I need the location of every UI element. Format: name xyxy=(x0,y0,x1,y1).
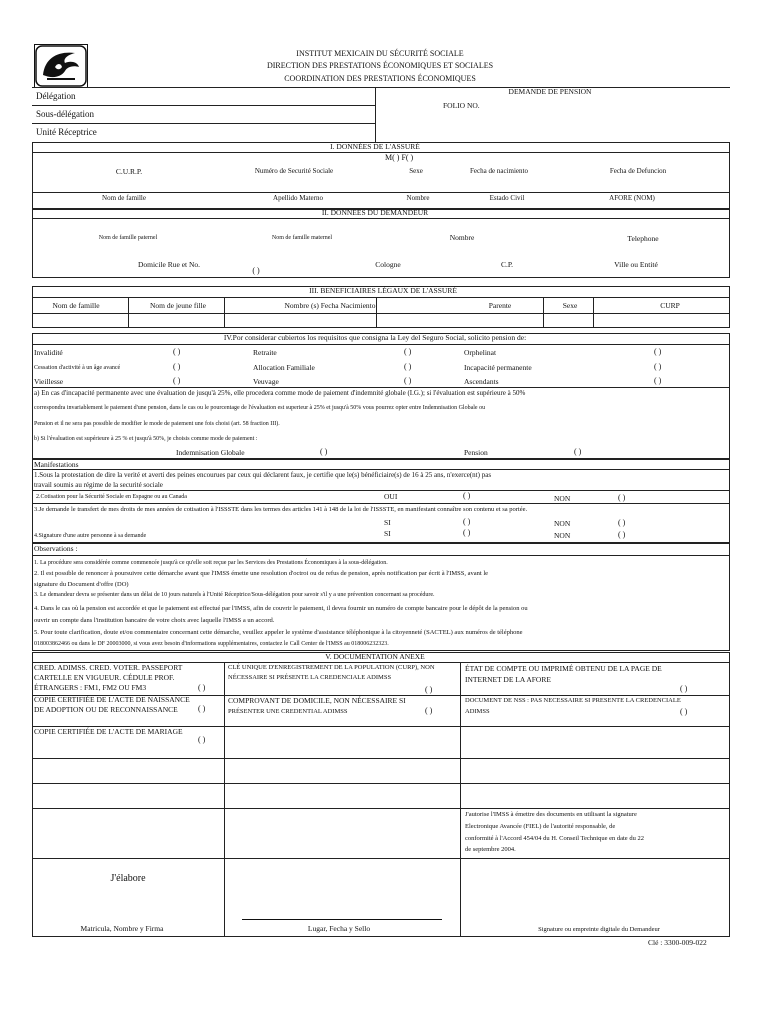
form-key-code: Clé : 3300-009-022 xyxy=(648,938,707,947)
beneficiary-relation-header: Parente xyxy=(488,301,512,310)
pension-option-check[interactable]: ( ) xyxy=(574,447,582,456)
pension-incapacite-check[interactable]: ( ) xyxy=(654,362,662,371)
doc-id-check[interactable]: ( ) xyxy=(198,683,206,692)
doc-birth-line2: DE ADOPTION OU DE RECONNAISSANCE xyxy=(34,705,178,714)
doc-birth-line1: COPIE CERTIFIÉE DE L'ACTE DE NAISSANCE xyxy=(34,695,190,704)
pension-invalidite-label: Invalidité xyxy=(34,348,63,357)
coordination-title: COORDINATION DES PRESTATIONS ÉCONOMIQUES xyxy=(284,74,476,83)
beneficiary-family-name-header: Nom de famille xyxy=(52,301,100,310)
manif-4-non-check[interactable]: ( ) xyxy=(618,530,626,539)
address-paren[interactable]: ( ) xyxy=(252,266,260,275)
lugar-fecha-sello-label: Lugar, Fecha y Sello xyxy=(307,924,371,933)
manif-4-si-label: SI xyxy=(384,529,391,538)
matricula-label: Matricula, Nombre y Firma xyxy=(80,924,164,933)
applicant-name-header: Nombre xyxy=(449,233,475,242)
fiel-auth-line2: Electronique Avancée (FIEL) de l'autorité responsable, de xyxy=(465,823,616,830)
pension-ascendants-check[interactable]: ( ) xyxy=(654,376,662,385)
doc-afore-line2: INTERNET DE LA AFORE xyxy=(465,675,551,684)
applicant-signature-label: Signature ou empreinte digitale du Demandeur xyxy=(538,926,660,933)
doc-curp-check[interactable]: ( ) xyxy=(425,685,433,694)
manif-line-3: 3.Je demande le transfert de mes droits de mes années de cotisation à l'ISSSTE dans les termes des articles 141 à 148 de la loi de l'ISSSTE, en manifestant connaître son contenu et sa portée. xyxy=(34,506,528,513)
section-iii-title: III. BENEFICIAIRES LÉGAUX DE L'ASSURÉ xyxy=(309,286,457,295)
sexe-header: Sexe xyxy=(409,167,423,175)
incapacity-note-b1: b) Si l'évaluation est supérieure à 25 % et jusqu'à 50%, je choisis comme mode de paiement : xyxy=(34,436,258,442)
doc-marriage-check[interactable]: ( ) xyxy=(198,735,206,744)
observations-title: Observations : xyxy=(34,544,78,553)
doc-curp-line2: NÉCESSAIRE SI PRÉSENTE LA CREDENCIALE ADIMSS xyxy=(228,674,392,681)
doc-curp-line1: CLÉ UNIQUE D'ENREGISTREMENT DE LA POPULATION (CURP), NON xyxy=(228,664,435,671)
lugar-signature-line xyxy=(242,919,442,920)
manif-line-2: 2.Cotisation pour la Sécurité Sociale en Espagne ou au Canada xyxy=(36,494,187,500)
indemnisation-globale-check[interactable]: ( ) xyxy=(320,447,328,456)
manif-2-oui-label: OUI xyxy=(384,492,398,501)
manif-4-si-check[interactable]: ( ) xyxy=(463,528,471,537)
doc-id-line1: CRED. ADIMSS. CRED. VOTER. PASSEPORT xyxy=(34,663,183,672)
observation-4b: ouvrir un compte dans l'institution bancaire de votre choix avec laquelle l'IMSS a un accord. xyxy=(34,617,275,624)
pension-allocation-label: Allocation Familiale xyxy=(253,363,315,372)
manif-3-non-label: NON xyxy=(554,519,571,528)
manif-2-non-check[interactable]: ( ) xyxy=(618,493,626,502)
pension-cessation-check[interactable]: ( ) xyxy=(173,362,181,371)
direction-title: DIRECTION DES PRESTATIONS ÉCONOMIQUES ET SOCIALES xyxy=(266,61,494,70)
pension-retraite-label: Retraite xyxy=(253,348,277,357)
observation-2b: signature du Document d'offre (DO) xyxy=(34,581,129,588)
death-date-header: Fecha de Defuncion xyxy=(609,167,667,175)
pension-incapacite-label: Incapacité permanente xyxy=(464,363,532,372)
manif-2-non-label: NON xyxy=(554,494,571,503)
doc-domicile-check[interactable]: ( ) xyxy=(425,706,433,715)
colony-header: Cologne xyxy=(375,260,401,269)
observation-5b: 018003862466 ou dans le DF 20003000, si vous avez besoin d'informations supplémentaires, contactez le Call Center de l'IMSS au 018006232323. xyxy=(34,641,389,647)
paternal-name-header: Nom de famille paternel xyxy=(98,235,158,241)
beneficiary-sex-header: Sexe xyxy=(562,301,578,310)
imss-logo xyxy=(34,44,88,88)
manif-3-si-check[interactable]: ( ) xyxy=(463,517,471,526)
beneficiary-curp-header: CURP xyxy=(660,301,680,310)
pension-option-label: Pension xyxy=(464,448,488,457)
observation-2: 2. Il est possible de renoncer à poursuivre cette démarche avant que l'IMSS émette une resolution d'octroi ou de refus de pension, après notification par écrit à l'IMSS, avant le xyxy=(34,570,489,577)
incapacity-note-a2: correspondra invariablement le paiement d'une pension, dans le cas ou le pourcentage de l'évaluation est superieur à 25% et jusqu'à 50% vous pourrez opter entre Indemnisation Globale ou xyxy=(34,405,486,411)
elabore-label: J'élabore xyxy=(110,873,146,884)
delegation-label: Délégation xyxy=(36,91,76,101)
manif-3-si-label: SI xyxy=(384,518,391,527)
indemnisation-globale-label: Indemnisation Globale xyxy=(176,448,245,457)
pension-allocation-check[interactable]: ( ) xyxy=(404,362,412,371)
observation-1: 1. La procédure sera considérée comme commencée jusqu'à ce qu'elle soit reçue par les Services des Prestations Économiques à la sous-délégation. xyxy=(34,560,388,566)
beneficiary-maiden-name-header: Nom de jeune fille xyxy=(149,301,207,310)
fiel-auth-line1: J'autorise l'IMSS à émettre des documents en utilisant la signature xyxy=(465,811,637,818)
doc-marriage-label: COPIE CERTIFIÉE DE L'ACTE DE MARIAGE xyxy=(34,727,183,736)
pension-orphelinat-label: Orphelinat xyxy=(464,348,497,357)
birthdate-header: Fecha de nacimiento xyxy=(470,167,528,175)
afore-header: AFORE (NOM) xyxy=(609,194,655,202)
manifestations-title: Manifestations xyxy=(34,460,79,469)
observation-3: 3. Le demandeur devra se présenter dans un délai de 10 jours naturels à l'Unité Réceptrice/Sous-délégation pour savoir s'il y a une prévention concernant sa procédure. xyxy=(34,592,435,598)
manif-line-1b: travail soumis au régime de la securité sociale xyxy=(34,481,163,489)
manif-line-4: 4.Signature d'une autre personne à sa demande xyxy=(34,533,147,539)
manif-3-non-check[interactable]: ( ) xyxy=(618,518,626,527)
pension-invalidite-check[interactable]: ( ) xyxy=(173,347,181,356)
doc-nss-check[interactable]: ( ) xyxy=(680,707,688,716)
mother-surname-header: Apellido Materno xyxy=(273,194,323,202)
curp-header: C.U.R.P. xyxy=(115,167,143,176)
doc-id-line2: CARTELLE EN VIGUEUR. CÉDULE PROF. xyxy=(34,673,175,682)
doc-nss-line2: ADIMSS xyxy=(465,708,490,715)
unite-receptrice-label: Unité Réceptrice xyxy=(36,127,97,137)
folio-label: FOLIO NO. xyxy=(443,101,480,110)
demande-pension-label: DEMANDE DE PENSION xyxy=(508,87,592,96)
telephone-header: Telephone xyxy=(627,234,659,243)
observation-5: 5. Pour toute clarification, doute et/ou commentaire concernant cette démarche, veuillez appeler le système d'assistance téléphonique à la citoyenneté (SACTEL) aux numéros de téléphone xyxy=(34,629,523,636)
manif-2-oui-check[interactable]: ( ) xyxy=(463,491,471,500)
pension-vieillesse-check[interactable]: ( ) xyxy=(173,376,181,385)
incapacity-note-a1: a) En cas d'incapacité permanente avec une évaluation de jusqu'à 25%, elle procedera comme mode de paiement d'indemnité globale (I.G.); si l'évaluation est supérieure à 50% xyxy=(34,389,526,397)
incapacity-note-a3: Pension et il ne sera pas possible de modifier le mode de paiement une fois choisi (art. 58 fraction III). xyxy=(34,421,280,427)
doc-afore-line1: ÉTAT DE COMPTE OU IMPRIMÉ OBTENU DE LA PAGE DE xyxy=(465,664,662,673)
manif-line-1: 1.Sous la protestation de dire la verité et averti des peines encourues par ceux qui déclarent faux, je certifie que le(s) bénéficiaire(s) de 16 à 25 ans, n'exerce(nt) pas xyxy=(34,471,492,479)
section-iv-title: IV.Por considerar cubiertos los requisitos que consigna la Ley del Seguro Social, solicito pension de: xyxy=(223,333,527,342)
pension-cessation-label: Cessation d'activité à un âge avancé xyxy=(34,365,121,371)
address-header: Domicile Rue et No. xyxy=(137,260,201,269)
family-name-header: Nom de famille xyxy=(102,194,146,202)
institution-title: INSTITUT MEXICAIN DU SÉCURITÉ SOCIALE xyxy=(296,49,464,58)
pension-vieillesse-label: Vieillesse xyxy=(34,377,64,386)
manif-4-non-label: NON xyxy=(554,531,571,540)
sex-mf-checkbox[interactable]: M( ) F( ) xyxy=(385,153,414,162)
doc-birth-check[interactable]: ( ) xyxy=(198,704,206,713)
doc-nss-line1: DOCUMENT DE NSS : PAS NECESSAIRE SI PRESENTE LA CREDENCIALE xyxy=(465,697,681,704)
doc-domicile-line2: PRÉSENTER UNE CREDENTIAL ADIMSS xyxy=(228,708,348,715)
pension-retraite-check[interactable]: ( ) xyxy=(404,347,412,356)
pension-veuvage-label: Veuvage xyxy=(253,377,279,386)
fiel-auth-line3: conformité à l'Accord 454/04 du H. Conseil Technique en date du 22 xyxy=(465,835,644,842)
section-i-title: I. DONNÉES DE L'ASSURÉ xyxy=(330,142,420,151)
doc-domicile-line1: COMPROVANT DE DOMICILE, NON NÉCESSAIRE SI xyxy=(228,696,406,705)
section-ii-title: II. DONNEES DU DEMANDEUR xyxy=(321,208,429,217)
postal-code-header: C.P. xyxy=(500,260,514,269)
doc-afore-check[interactable]: ( ) xyxy=(680,684,688,693)
section-v-title: V. DOCUMENTATION ANEXE xyxy=(325,652,425,661)
pension-orphelinat-check[interactable]: ( ) xyxy=(654,347,662,356)
observation-4: 4. Dans le cas où la pension est accordée et que le paiement est effectué par l'IMSS, afin de couvrir le paiement, il devra fournir un numéro de compte bancaire pour le dépôt de la pension ou xyxy=(34,605,528,612)
city-header: Ville ou Entité xyxy=(614,260,658,269)
pension-veuvage-check[interactable]: ( ) xyxy=(404,376,412,385)
sous-delegation-label: Sous-délégation xyxy=(36,109,94,119)
maternal-name-header: Nom de famille maternel xyxy=(271,235,333,241)
pension-ascendants-label: Ascendants xyxy=(464,377,499,386)
imss-eagle-icon xyxy=(35,45,87,87)
civil-status-header: Estado Civil xyxy=(489,194,525,202)
doc-id-line3: ÉTRANGERS : FM1, FM2 OU FM3 xyxy=(34,683,147,692)
beneficiary-name-dob-header: Nombre (s) Fecha Nacimiento xyxy=(284,301,376,310)
fiel-auth-line4: de septembre 2004. xyxy=(465,846,516,853)
name-header: Nombre xyxy=(406,194,430,202)
nss-header: Numéro de Securité Sociale xyxy=(254,167,334,175)
